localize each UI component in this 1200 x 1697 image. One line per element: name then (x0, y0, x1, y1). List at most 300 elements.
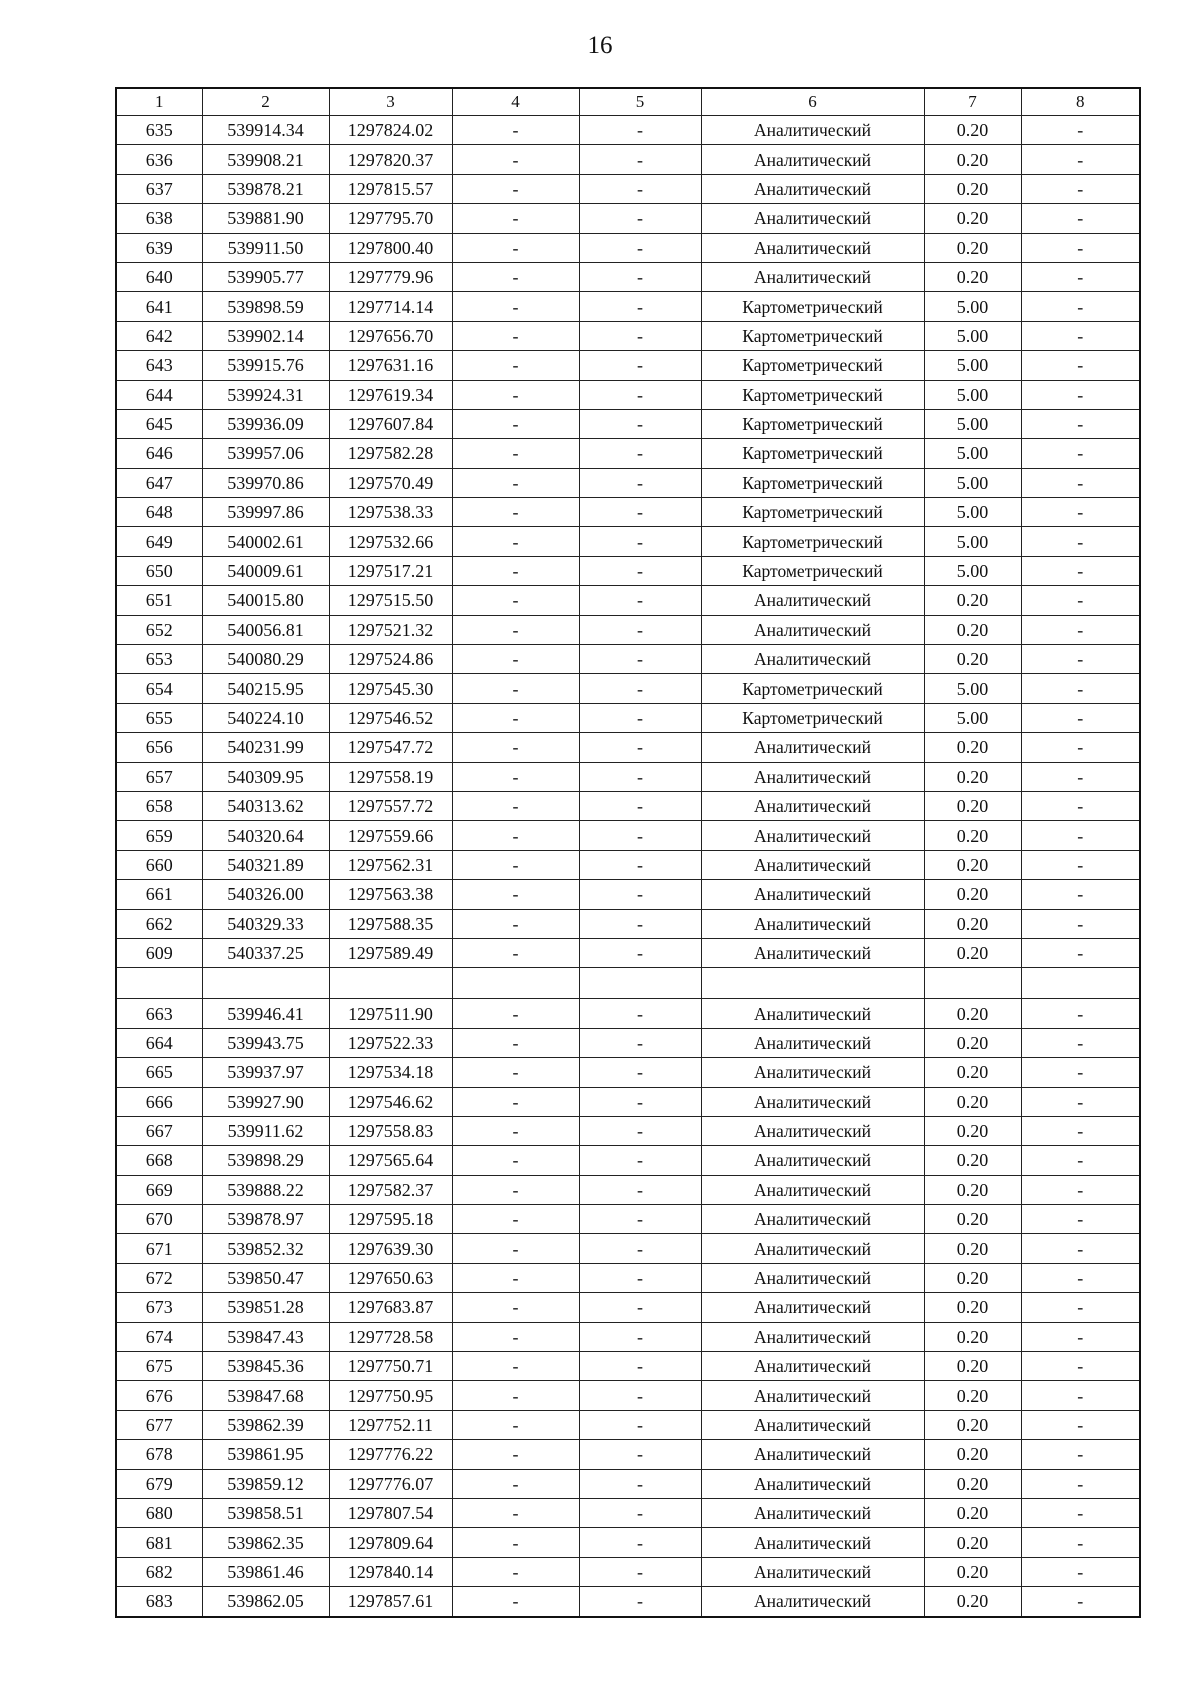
cell-column-8-value: - (1021, 1352, 1140, 1381)
cell-column-4-value: - (452, 351, 579, 380)
cell-column-4-value: - (452, 850, 579, 879)
cell-column-4-value: - (452, 1028, 579, 1057)
cell-column-8-value: - (1021, 938, 1140, 967)
cell-accuracy: 5.00 (924, 380, 1021, 409)
cell-point-number: 609 (116, 938, 202, 967)
cell-point-number: 675 (116, 1352, 202, 1381)
cell-column-4-value: - (452, 909, 579, 938)
cell-column-4-value: - (452, 409, 579, 438)
cell-method: Аналитический (701, 938, 924, 967)
cell-point-number: 646 (116, 439, 202, 468)
cell-accuracy: 0.20 (924, 204, 1021, 233)
cell-x-coordinate: 539862.39 (202, 1410, 329, 1439)
cell-accuracy: 5.00 (924, 409, 1021, 438)
cell-column-4-value: - (452, 645, 579, 674)
cell-point-number: 637 (116, 174, 202, 203)
cell-point-number: 651 (116, 586, 202, 615)
cell-x-coordinate: 539851.28 (202, 1293, 329, 1322)
cell-method: Аналитический (701, 1263, 924, 1292)
cell-column-5-value: - (579, 938, 701, 967)
cell-x-coordinate: 540309.95 (202, 762, 329, 791)
table-row (116, 498, 1140, 527)
cell-column-4-value: - (452, 1116, 579, 1145)
cell-accuracy: 5.00 (924, 527, 1021, 556)
cell-column-5-value: - (579, 1175, 701, 1204)
column-header: 5 (579, 88, 701, 116)
cell-column-8-value: - (1021, 498, 1140, 527)
cell-column-4-value: - (452, 938, 579, 967)
table-row (116, 1234, 1140, 1263)
cell-column-4-value: - (452, 615, 579, 644)
column-header: 1 (116, 88, 202, 116)
cell-method: Картометрический (701, 674, 924, 703)
cell-y-coordinate: 1297589.49 (329, 938, 452, 967)
cell-method: Аналитический (701, 1469, 924, 1498)
table-row (116, 527, 1140, 556)
cell-x-coordinate: 540056.81 (202, 615, 329, 644)
cell-y-coordinate: 1297538.33 (329, 498, 452, 527)
cell-y-coordinate: 1297557.72 (329, 791, 452, 820)
cell-column-4-value: - (452, 527, 579, 556)
cell-column-5-value: - (579, 262, 701, 291)
cell-accuracy: 0.20 (924, 615, 1021, 644)
cell-method: Аналитический (701, 1293, 924, 1322)
cell-accuracy: 0.20 (924, 116, 1021, 145)
cell-column-5-value: - (579, 1440, 701, 1469)
cell-y-coordinate: 1297631.16 (329, 351, 452, 380)
cell-column-5-value: - (579, 351, 701, 380)
table-row (116, 409, 1140, 438)
cell-method: Картометрический (701, 468, 924, 497)
cell-y-coordinate: 1297511.90 (329, 999, 452, 1028)
cell-accuracy: 0.20 (924, 733, 1021, 762)
cell-column-4-value: - (452, 674, 579, 703)
cell-accuracy: 0.20 (924, 586, 1021, 615)
cell-method: Аналитический (701, 999, 924, 1028)
cell-method: Картометрический (701, 351, 924, 380)
cell-column-4-value: - (452, 262, 579, 291)
cell-method: Картометрический (701, 439, 924, 468)
cell-y-coordinate: 1297547.72 (329, 733, 452, 762)
cell-y-coordinate: 1297521.32 (329, 615, 452, 644)
cell-y-coordinate: 1297595.18 (329, 1205, 452, 1234)
cell-accuracy: 0.20 (924, 1293, 1021, 1322)
cell-method: Аналитический (701, 1028, 924, 1057)
cell-x-coordinate: 539936.09 (202, 409, 329, 438)
cell-y-coordinate: 1297515.50 (329, 586, 452, 615)
cell-method: Аналитический (701, 1557, 924, 1586)
table-row (116, 380, 1140, 409)
table-row (116, 262, 1140, 291)
table-row (116, 1175, 1140, 1204)
cell-point-number: 656 (116, 733, 202, 762)
cell-method: Аналитический (701, 1381, 924, 1410)
cell-point-number: 648 (116, 498, 202, 527)
cell-column-8-value: - (1021, 1293, 1140, 1322)
table-row (116, 1293, 1140, 1322)
table-row (116, 468, 1140, 497)
cell-method: Картометрический (701, 703, 924, 732)
cell-accuracy: 0.20 (924, 850, 1021, 879)
cell-point-number: 655 (116, 703, 202, 732)
coordinates-table (115, 87, 1141, 1618)
cell-column-5-value: - (579, 498, 701, 527)
cell-column-4-value: - (452, 233, 579, 262)
cell-column-5-value: - (579, 880, 701, 909)
cell-point-number: 660 (116, 850, 202, 879)
cell-point-number: 683 (116, 1587, 202, 1617)
cell-column-5-value: - (579, 674, 701, 703)
cell-x-coordinate: 539943.75 (202, 1028, 329, 1057)
cell-method (701, 968, 924, 999)
cell-point-number: 681 (116, 1528, 202, 1557)
cell-accuracy: 5.00 (924, 439, 1021, 468)
cell-y-coordinate: 1297582.37 (329, 1175, 452, 1204)
cell-x-coordinate: 539859.12 (202, 1469, 329, 1498)
cell-x-coordinate: 539905.77 (202, 262, 329, 291)
cell-column-5-value: - (579, 1205, 701, 1234)
cell-y-coordinate: 1297820.37 (329, 145, 452, 174)
cell-point-number: 649 (116, 527, 202, 556)
cell-method: Аналитический (701, 1410, 924, 1439)
cell-accuracy: 0.20 (924, 1440, 1021, 1469)
cell-y-coordinate: 1297779.96 (329, 262, 452, 291)
cell-point-number: 640 (116, 262, 202, 291)
table-header (116, 88, 1140, 116)
cell-column-8-value: - (1021, 1175, 1140, 1204)
cell-y-coordinate: 1297565.64 (329, 1146, 452, 1175)
cell-column-8-value: - (1021, 1087, 1140, 1116)
cell-y-coordinate: 1297534.18 (329, 1058, 452, 1087)
cell-point-number: 635 (116, 116, 202, 145)
cell-column-4-value: - (452, 1293, 579, 1322)
cell-method: Аналитический (701, 586, 924, 615)
cell-point-number: 661 (116, 880, 202, 909)
cell-method: Аналитический (701, 733, 924, 762)
table-row (116, 1322, 1140, 1351)
cell-column-5-value: - (579, 1322, 701, 1351)
cell-column-4-value: - (452, 1587, 579, 1617)
cell-point-number: 650 (116, 556, 202, 585)
table-row (116, 1028, 1140, 1057)
cell-column-8-value: - (1021, 527, 1140, 556)
cell-column-8-value: - (1021, 174, 1140, 203)
cell-column-5-value: - (579, 1263, 701, 1292)
cell-x-coordinate: 539881.90 (202, 204, 329, 233)
cell-column-5-value: - (579, 1234, 701, 1263)
cell-method: Аналитический (701, 1440, 924, 1469)
cell-column-5-value: - (579, 703, 701, 732)
cell-y-coordinate: 1297532.66 (329, 527, 452, 556)
cell-point-number: 647 (116, 468, 202, 497)
cell-x-coordinate: 539861.46 (202, 1557, 329, 1586)
cell-accuracy: 0.20 (924, 1087, 1021, 1116)
cell-y-coordinate: 1297562.31 (329, 850, 452, 879)
cell-column-8-value: - (1021, 615, 1140, 644)
cell-x-coordinate: 540224.10 (202, 703, 329, 732)
column-header: 3 (329, 88, 452, 116)
cell-x-coordinate: 539878.97 (202, 1205, 329, 1234)
cell-accuracy: 0.20 (924, 1587, 1021, 1617)
cell-column-4-value: - (452, 1410, 579, 1439)
cell-x-coordinate (202, 968, 329, 999)
cell-method: Аналитический (701, 1587, 924, 1617)
cell-column-8-value: - (1021, 1146, 1140, 1175)
cell-accuracy (924, 968, 1021, 999)
table-row (116, 204, 1140, 233)
cell-column-5-value: - (579, 762, 701, 791)
cell-column-4-value: - (452, 1087, 579, 1116)
cell-column-5-value (579, 968, 701, 999)
cell-point-number: 666 (116, 1087, 202, 1116)
cell-x-coordinate: 539924.31 (202, 380, 329, 409)
table-row (116, 762, 1140, 791)
cell-point-number: 639 (116, 233, 202, 262)
cell-column-4-value: - (452, 145, 579, 174)
cell-column-4-value: - (452, 1234, 579, 1263)
cell-method: Аналитический (701, 1498, 924, 1527)
cell-column-8-value: - (1021, 880, 1140, 909)
cell-accuracy: 0.20 (924, 174, 1021, 203)
cell-column-5-value: - (579, 174, 701, 203)
cell-y-coordinate: 1297728.58 (329, 1322, 452, 1351)
cell-y-coordinate: 1297840.14 (329, 1557, 452, 1586)
cell-point-number: 657 (116, 762, 202, 791)
cell-column-5-value: - (579, 468, 701, 497)
table-row (116, 615, 1140, 644)
table-row (116, 850, 1140, 879)
cell-y-coordinate: 1297545.30 (329, 674, 452, 703)
cell-y-coordinate: 1297857.61 (329, 1587, 452, 1617)
cell-column-4-value: - (452, 1175, 579, 1204)
column-header: 7 (924, 88, 1021, 116)
cell-accuracy: 0.20 (924, 1322, 1021, 1351)
table-row (116, 1528, 1140, 1557)
cell-column-5-value: - (579, 145, 701, 174)
cell-column-8-value: - (1021, 409, 1140, 438)
cell-column-8-value: - (1021, 116, 1140, 145)
cell-column-8-value: - (1021, 1322, 1140, 1351)
table-row (116, 938, 1140, 967)
cell-column-4-value: - (452, 174, 579, 203)
table-row (116, 1498, 1140, 1527)
cell-y-coordinate: 1297714.14 (329, 292, 452, 321)
cell-column-4-value: - (452, 468, 579, 497)
cell-x-coordinate: 539861.95 (202, 1440, 329, 1469)
table-row (116, 1205, 1140, 1234)
cell-y-coordinate: 1297559.66 (329, 821, 452, 850)
cell-point-number: 658 (116, 791, 202, 820)
cell-column-8-value: - (1021, 791, 1140, 820)
cell-y-coordinate: 1297683.87 (329, 1293, 452, 1322)
cell-method: Аналитический (701, 850, 924, 879)
cell-x-coordinate: 539847.43 (202, 1322, 329, 1351)
cell-x-coordinate: 540313.62 (202, 791, 329, 820)
cell-method: Аналитический (701, 233, 924, 262)
cell-method: Аналитический (701, 1528, 924, 1557)
cell-column-8-value: - (1021, 733, 1140, 762)
table-row (116, 292, 1140, 321)
cell-method: Картометрический (701, 498, 924, 527)
cell-method: Аналитический (701, 615, 924, 644)
cell-column-4-value: - (452, 321, 579, 350)
cell-accuracy: 5.00 (924, 498, 1021, 527)
cell-method: Аналитический (701, 116, 924, 145)
cell-method: Аналитический (701, 174, 924, 203)
cell-column-4-value: - (452, 292, 579, 321)
cell-x-coordinate: 539908.21 (202, 145, 329, 174)
cell-column-4-value: - (452, 116, 579, 145)
cell-column-4-value: - (452, 556, 579, 585)
table-row (116, 174, 1140, 203)
cell-column-8-value: - (1021, 145, 1140, 174)
table-row (116, 1087, 1140, 1116)
cell-column-8-value: - (1021, 999, 1140, 1028)
cell-column-5-value: - (579, 821, 701, 850)
cell-point-number: 671 (116, 1234, 202, 1263)
cell-y-coordinate: 1297795.70 (329, 204, 452, 233)
cell-x-coordinate: 540320.64 (202, 821, 329, 850)
cell-column-5-value: - (579, 1146, 701, 1175)
cell-method: Аналитический (701, 1175, 924, 1204)
table-row (116, 880, 1140, 909)
cell-column-8-value: - (1021, 1205, 1140, 1234)
cell-column-4-value (452, 968, 579, 999)
cell-method: Аналитический (701, 204, 924, 233)
cell-x-coordinate: 539888.22 (202, 1175, 329, 1204)
cell-accuracy: 0.20 (924, 791, 1021, 820)
cell-accuracy: 0.20 (924, 1116, 1021, 1145)
cell-column-8-value: - (1021, 439, 1140, 468)
table-row (116, 645, 1140, 674)
cell-column-4-value: - (452, 1058, 579, 1087)
cell-x-coordinate: 540321.89 (202, 850, 329, 879)
cell-point-number: 638 (116, 204, 202, 233)
cell-point-number: 654 (116, 674, 202, 703)
cell-y-coordinate: 1297524.86 (329, 645, 452, 674)
cell-y-coordinate: 1297619.34 (329, 380, 452, 409)
cell-column-8-value: - (1021, 703, 1140, 732)
cell-y-coordinate (329, 968, 452, 999)
cell-method: Аналитический (701, 1322, 924, 1351)
cell-column-8-value (1021, 968, 1140, 999)
cell-point-number: 667 (116, 1116, 202, 1145)
cell-column-8-value: - (1021, 1381, 1140, 1410)
cell-accuracy: 0.20 (924, 1146, 1021, 1175)
cell-method: Аналитический (701, 645, 924, 674)
table-row (116, 1381, 1140, 1410)
cell-column-5-value: - (579, 1352, 701, 1381)
cell-column-5-value: - (579, 292, 701, 321)
cell-accuracy: 5.00 (924, 321, 1021, 350)
cell-column-5-value: - (579, 1381, 701, 1410)
cell-x-coordinate: 539927.90 (202, 1087, 329, 1116)
cell-point-number: 678 (116, 1440, 202, 1469)
table-row (116, 999, 1140, 1028)
cell-column-4-value: - (452, 703, 579, 732)
cell-accuracy: 5.00 (924, 468, 1021, 497)
cell-point-number: 670 (116, 1205, 202, 1234)
cell-column-8-value: - (1021, 1028, 1140, 1057)
cell-y-coordinate: 1297546.62 (329, 1087, 452, 1116)
cell-column-8-value: - (1021, 1469, 1140, 1498)
cell-point-number: 642 (116, 321, 202, 350)
column-header: 8 (1021, 88, 1140, 116)
cell-x-coordinate: 539898.29 (202, 1146, 329, 1175)
table-row (116, 1352, 1140, 1381)
cell-point-number: 669 (116, 1175, 202, 1204)
cell-column-5-value: - (579, 1557, 701, 1586)
cell-column-4-value: - (452, 1528, 579, 1557)
cell-column-4-value: - (452, 999, 579, 1028)
cell-x-coordinate: 539845.36 (202, 1352, 329, 1381)
cell-method: Картометрический (701, 321, 924, 350)
header-row (116, 88, 1140, 116)
cell-x-coordinate: 539862.05 (202, 1587, 329, 1617)
cell-point-number: 645 (116, 409, 202, 438)
cell-column-4-value: - (452, 1381, 579, 1410)
cell-y-coordinate: 1297522.33 (329, 1028, 452, 1057)
cell-column-5-value: - (579, 1469, 701, 1498)
cell-accuracy: 0.20 (924, 1498, 1021, 1527)
cell-y-coordinate: 1297776.22 (329, 1440, 452, 1469)
cell-column-5-value: - (579, 556, 701, 585)
cell-x-coordinate: 540015.80 (202, 586, 329, 615)
cell-point-number: 677 (116, 1410, 202, 1439)
cell-column-4-value: - (452, 1352, 579, 1381)
table-row (116, 233, 1140, 262)
cell-column-5-value: - (579, 733, 701, 762)
cell-y-coordinate: 1297750.95 (329, 1381, 452, 1410)
cell-column-4-value: - (452, 1205, 579, 1234)
column-header: 6 (701, 88, 924, 116)
cell-column-5-value: - (579, 999, 701, 1028)
cell-method: Аналитический (701, 1234, 924, 1263)
cell-x-coordinate: 539914.34 (202, 116, 329, 145)
cell-column-5-value: - (579, 615, 701, 644)
cell-y-coordinate: 1297607.84 (329, 409, 452, 438)
cell-column-5-value: - (579, 1410, 701, 1439)
cell-column-5-value: - (579, 1293, 701, 1322)
cell-column-5-value: - (579, 321, 701, 350)
cell-point-number: 662 (116, 909, 202, 938)
cell-point-number: 652 (116, 615, 202, 644)
cell-column-4-value: - (452, 880, 579, 909)
cell-column-4-value: - (452, 204, 579, 233)
cell-column-4-value: - (452, 1498, 579, 1527)
cell-column-4-value: - (452, 791, 579, 820)
cell-x-coordinate: 540326.00 (202, 880, 329, 909)
table-row (116, 1557, 1140, 1586)
cell-column-8-value: - (1021, 1440, 1140, 1469)
cell-column-4-value: - (452, 380, 579, 409)
cell-y-coordinate: 1297824.02 (329, 116, 452, 145)
column-header: 2 (202, 88, 329, 116)
cell-method: Картометрический (701, 292, 924, 321)
cell-point-number: 680 (116, 1498, 202, 1527)
cell-accuracy: 0.20 (924, 1381, 1021, 1410)
cell-column-8-value: - (1021, 586, 1140, 615)
cell-point-number: 664 (116, 1028, 202, 1057)
cell-accuracy: 0.20 (924, 1058, 1021, 1087)
cell-method: Аналитический (701, 262, 924, 291)
cell-y-coordinate: 1297558.83 (329, 1116, 452, 1145)
cell-method: Картометрический (701, 527, 924, 556)
table-row (116, 674, 1140, 703)
cell-column-5-value: - (579, 909, 701, 938)
cell-x-coordinate: 539898.59 (202, 292, 329, 321)
table-body (116, 116, 1140, 1617)
